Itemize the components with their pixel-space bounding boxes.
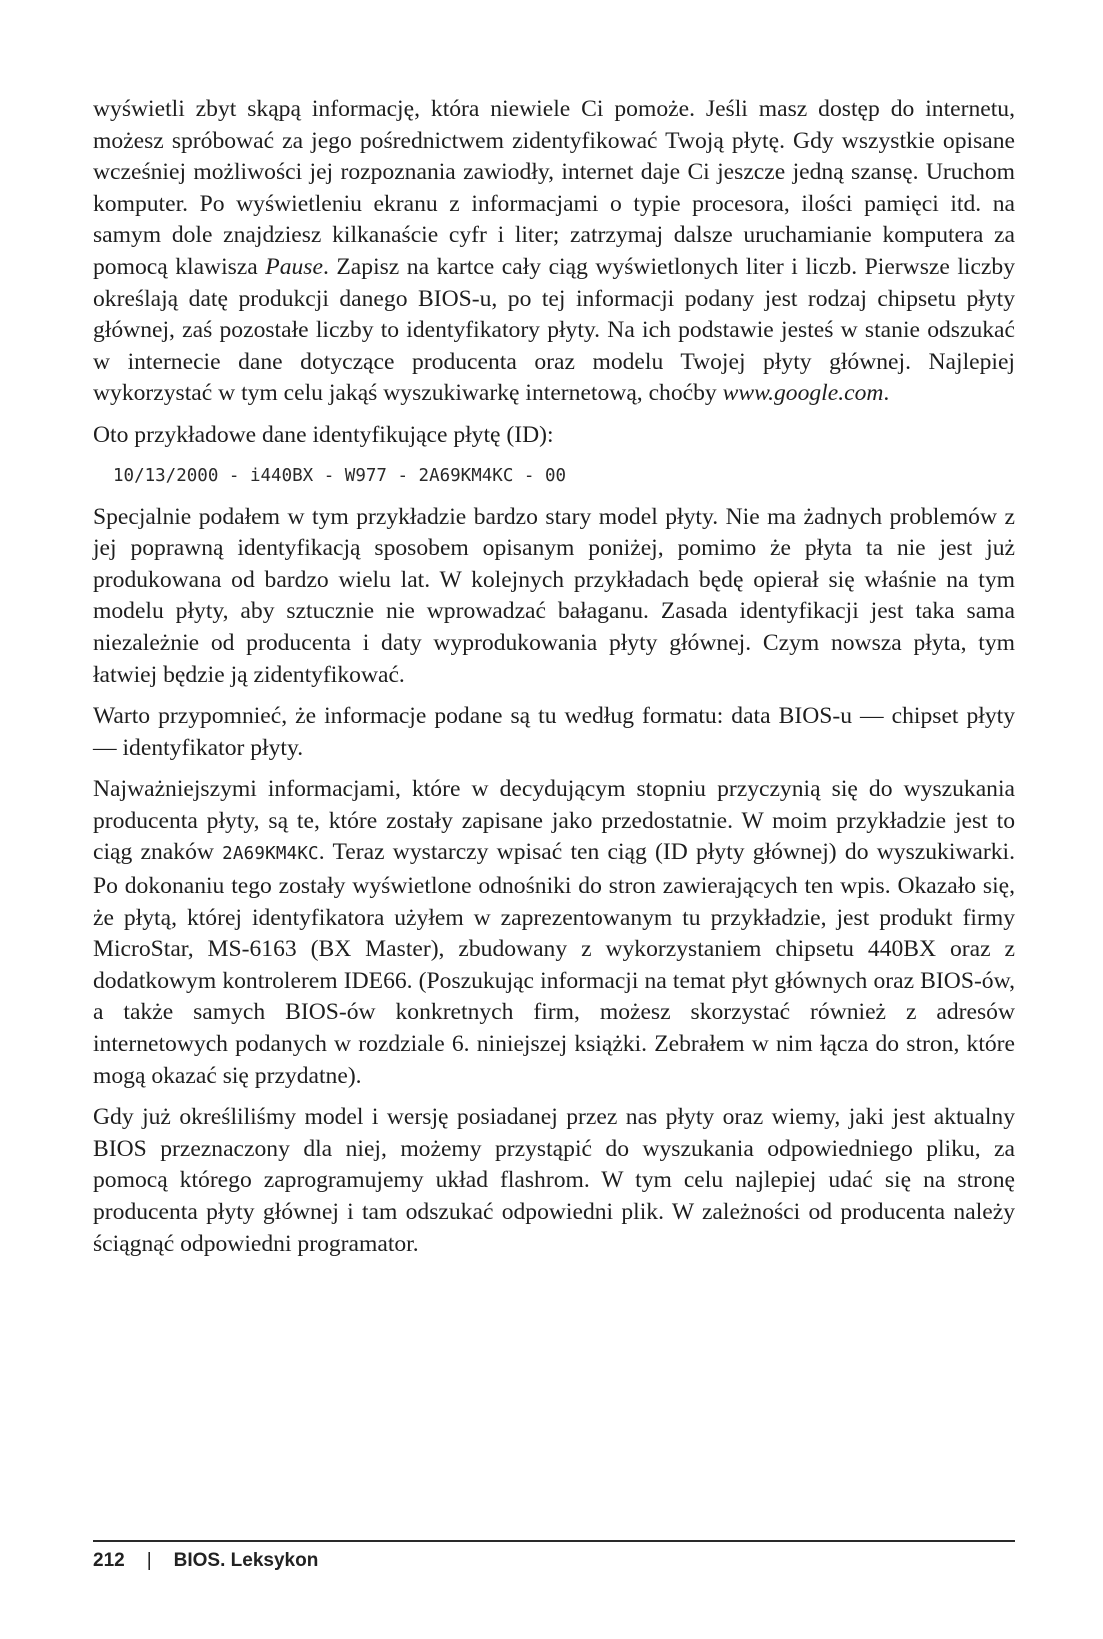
book-title: BIOS. Leksykon — [173, 1550, 319, 1571]
paragraph-1-text-a: wyświetli zbyt skąpą informację, która niewiele Ci pomoże. Jeśli masz dostęp do internetu, możesz spróbować za jego pośrednictwem zidentyfikować Twoją płytę. Gdy wszystkie opisane wcześniej możliwości jej rozpoznania zawiodły, internet daje Ci jeszcze jedną szansę. Uruchom komputer. Po wyświetleniu ekranu z informacjami o typie procesora, ilości pamięci itd. na samym dole znajdziesz kilkanaście cyfr i liter; zatrzymaj dalsze uruchamianie komputera za pomocą klawisza — [93, 96, 1015, 280]
footer-separator: | — [146, 1550, 152, 1571]
paragraph-5-text-b: . Teraz wystarczy wpisać ten ciąg (ID płyty głównej) do wyszukiwarki. Po dokonaniu tego zostały wyświetlone odnośniki do stron zawierających ten wpis. Okazało się, że płytą, której identyfikatora użyłem w zaprezentowanym tu przykładzie, jest produkt firmy MicroStar, MS-6163 (BX Master), zbudowany z wykorzystaniem chipsetu 440BX oraz z dodatkowym kontrolerem IDE66. (Poszukując informacji na temat płyt głównych oraz BIOS-ów, a także samych BIOS-ów konkretnych firm, możesz skorzystać również z adresów internetowych podanych w rozdziale 6. niniejszej książki. Zebrałem w nim łącza do stron, które mogą okazać się przydatne). — [93, 839, 1016, 1089]
paragraph-1 — [93, 94, 1015, 410]
paragraph-1-text-b: . Zapisz na kartce cały ciąg wyświetlonych liter i liczb. Pierwsze liczby określają datę produkcji danego BIOS-u, po tej informacji podany jest rodzaj chipsetu płyty głównej, zaś pozostałe liczby to identyfikatory płyty. Na ich podstawie jesteś w stanie odszukać w internecie dane dotyczące producenta oraz modelu Twojej płyty głównej. Najlepiej wykorzystać w tym celu jakąś wyszukiwarkę internetową, choćby — [93, 253, 1015, 407]
code-example: 10/13/2000 - i440BX - W977 - 2A69KM4KC - 00 — [113, 465, 567, 486]
google-url: www.google.com — [722, 380, 884, 407]
page-footer — [93, 1550, 318, 1572]
paragraph-3: Specjalnie podałem w tym przykładzie bardzo stary model płyty. Nie ma żadnych problemów z jej poprawną identyfikacją sposobem opisanym poniżej, pomimo że płyta ta nie jest już produkowana od bardzo wielu lat. W kolejnych przykładach będę opierał się właśnie na tym modelu płyty, aby sztucznie nie wprowadzać bałaganu. Zasada identyfikacji jest taka sama niezależnie od producenta i daty wyprodukowania płyty głównej. Czym nowsza płyta, tym łatwiej będzie ją zidentyfikować. — [93, 503, 1015, 688]
paragraph-1-text-end: . — [883, 380, 890, 407]
page-number: 212 — [93, 1550, 125, 1571]
paragraph-6: Gdy już określiliśmy model i wersję posiadanej przez nas płyty oraz wiemy, jaki jest aktualny BIOS przeznaczony dla niej, możemy przystąpić do wyszukania odpowiedniego pliku, za pomocą którego zaprogramujemy układ flashrom. W tym celu najlepiej udać się na stronę producenta płyty głównej i tam odszukać odpowiedni plik. W zależności od producenta należy ściągnąć odpowiedni programator. — [93, 1104, 1015, 1257]
paragraph-5-text-a: Najważniejszymi informacjami, które w decydującym stopniu przyczynią się do wyszukania producenta płyty, są te, które zostały zapisane jako przedostatnie. W moim przykładzie jest to ciąg znaków — [93, 776, 1015, 866]
paragraph-2: Oto przykładowe dane identyfikujące płytę (ID): — [93, 421, 554, 448]
board-id-code: 2A69KM4KC — [222, 844, 319, 865]
footer-rule — [93, 1540, 1015, 1542]
pause-key-term: Pause — [265, 253, 323, 280]
paragraph-5 — [93, 774, 1015, 1092]
paragraph-4: Warto przypomnieć, że informacje podane są tu według formatu: data BIOS-u — chipset płyty — identyfikator płyty. — [93, 703, 1015, 761]
page-body — [93, 94, 1015, 1270]
